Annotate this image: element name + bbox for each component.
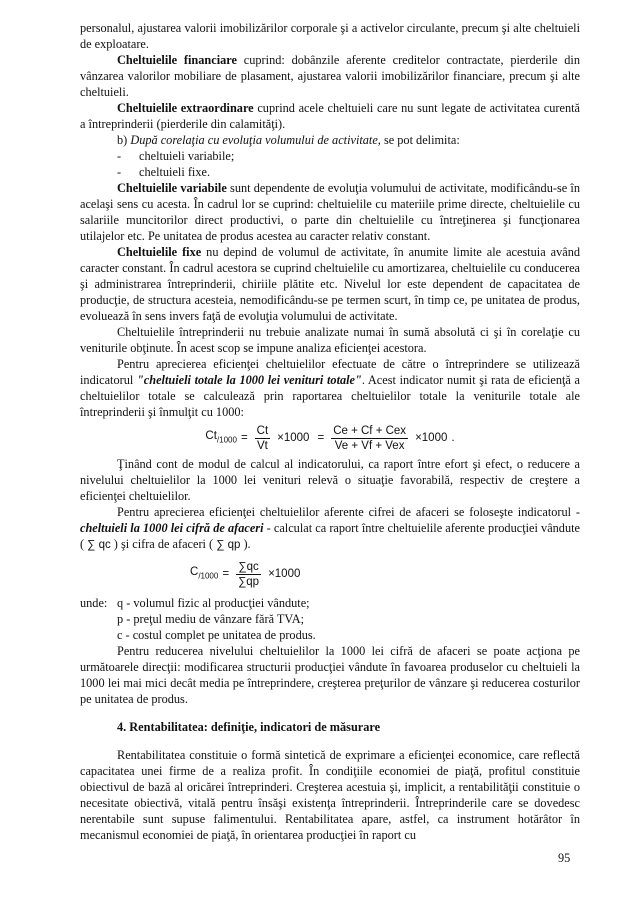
equals: = <box>317 432 325 444</box>
text: cuprind acele cheltuieli care nu sunt legate de activitatea curentă a întreprinderii (pierderile din calamităţi). <box>80 101 580 131</box>
subscript: /1000 <box>216 435 237 445</box>
paragraph: Rentabilitatea constituie o formă sintetică de exprimare a eficienţei economice, care reflectă capacitatea unei firme de a realiza profit. În condiţiile economiei de piaţă, profitul constituie obiectivul de bază al oricărei întreprinderi. Creşterea acestuia şi, implicit, a rentabilităţii constituie o necesitate obiectivă, vitală pentru însăşi existenţa întreprinderii. Întreprinderile care se dovedesc nerentabile sunt supuse falimentului. Rentabilitatea apare, astfel, ca instrument hotărâtor în mecanismul economiei de piaţă, în orientarea producţiei în raport cu <box>80 748 580 842</box>
fraction <box>236 560 261 589</box>
paragraph: Pentru reducerea nivelului cheltuielilor la 1000 lei cifră de afaceri se poate acţiona pe următoarele direcţii: modificarea structurii producţiei vândute în favoarea produselor cu cheltuieli la 1000 lei mai mici decât media pe întreprindere, creşterea preţurilor de vânzare şi reducerea costurilor pe unitatea de produs. <box>80 644 580 706</box>
indicator-name: cheltuieli la 1000 lei cifră de afaceri <box>80 521 264 535</box>
legend-item <box>80 595 580 611</box>
term: Cheltuielile extraordinare <box>117 101 254 115</box>
legend-item: p - preţul mediu de vânzare fără TVA; <box>117 612 304 626</box>
paragraph: personalul, ajustarea valorii imobilizărilor corporale şi a activelor circulante, precum şi alte cheltuieli de exploatare. <box>80 21 580 51</box>
list-dash: - <box>117 165 122 179</box>
equals: = <box>222 568 230 580</box>
text: Pentru aprecierea eficienţei cheltuielilor aferente cifrei de afaceri se foloseşte indicatorul - <box>117 505 580 519</box>
list-text: cheltuieli fixe. <box>139 165 211 179</box>
formula-turnover-expenses <box>80 553 580 595</box>
list-text: cheltuieli variabile; <box>139 149 235 163</box>
multiplier: ×1000 <box>277 432 310 444</box>
formula-lhs <box>190 564 218 584</box>
term: Cheltuielile financiare <box>117 53 237 67</box>
paragraph <box>80 52 580 100</box>
heading-text: 4. Rentabilitatea: definiţie, indicatori de măsurare <box>117 720 381 734</box>
multiplier: ×1000 <box>268 568 301 580</box>
paragraph: Ţinând cont de modul de calcul al indicatorului, ca raport între efort şi efect, o reducere a nivelului cheltuielilor la 1000 lei venituri relevă o situaţie favorabilă, respectiv de creştere a eficienţei cheltuielilor. <box>80 457 580 503</box>
list-item <box>80 148 580 164</box>
text: Pentru aprecierea eficienţei cheltuielilor efectuate de către o întreprindere se utilizează indicatorul <box>80 357 580 387</box>
paragraph <box>80 356 580 420</box>
text: ) şi cifra de afaceri ( <box>110 537 217 551</box>
section-heading <box>80 719 580 735</box>
paragraph <box>80 504 580 553</box>
symbol: Ct <box>205 429 217 442</box>
period: . <box>451 432 455 444</box>
numerator: ∑qc <box>238 560 259 573</box>
equals: = <box>240 432 248 444</box>
fraction <box>255 424 271 453</box>
text: . Acest indicator numit şi rata de eficienţă a cheltuielilor totale se calculează prin raportarea cheltuielilor totale la veniturile totale ale întreprinderii şi înmulţit cu 1000: <box>80 373 580 419</box>
page-number: 95 <box>558 851 571 865</box>
indicator-name: "cheltuieli totale la 1000 lei venituri totale" <box>136 373 362 387</box>
numerator: Ce + Cf + Cex <box>333 424 407 437</box>
symbol-sum-qc: ∑ qc <box>87 539 111 551</box>
legend-text: q - volumul fizic al producţiei vândute; <box>117 596 310 610</box>
paragraph <box>80 244 580 324</box>
legend-item: c - costul complet pe unitatea de produs. <box>117 628 316 642</box>
text: - calculat ca raport între cheltuielile aferente producţiei vândute ( <box>80 521 580 551</box>
multiplier: ×1000 <box>415 432 448 444</box>
term: Cheltuielile variabile <box>117 181 227 195</box>
text: cuprind: dobânzile aferente creditelor contractate, pierderile din vânzarea valorilor mobiliare de plasament, ajustarea valorii imobilizărilor financiare, precum şi alte cheltuieli. <box>80 53 580 99</box>
formula-total-expenses <box>80 420 580 456</box>
denominator: ∑qp <box>238 575 260 588</box>
subscript: /1000 <box>198 571 219 581</box>
list-item <box>80 164 580 180</box>
document-page <box>80 20 580 843</box>
list-dash: - <box>117 149 122 163</box>
paragraph <box>80 180 580 244</box>
symbol: C <box>190 565 199 578</box>
text: se pot delimita: <box>380 133 460 147</box>
term: Cheltuielile fixe <box>117 245 202 259</box>
denominator: Vt <box>256 439 268 452</box>
text: b) <box>117 133 131 147</box>
legend-label: unde: <box>80 596 108 610</box>
symbol-sum-qp: ∑ qp <box>216 539 241 551</box>
paragraph <box>80 132 580 148</box>
paragraph: Cheltuielile întreprinderii nu trebuie analizate numai în sumă absolută ci şi în corelaţie cu veniturile obţinute. În acest scop se impune analiza eficienţei acestora. <box>80 325 580 355</box>
text: sunt dependente de evoluţia volumului de activitate, modificându-se în acelaşi sens cu acesta. În cadrul lor se cuprind: cheltuielile cu materiile prime directe, cheltuielile cu salariile muncitorilor direct productivi, o parte din cheltuielile cu întreţinerea şi funcţionarea utilajelor etc. Pe unitatea de produs acestea au caracter relativ constant. <box>80 181 580 243</box>
formula-lhs <box>205 428 237 448</box>
text: nu depind de volumul de activitate, în anumite limite ale acestuia având caracter constant. În cadrul acestora se cuprind cheltuielile cu amortizarea, cheltuielile cu conducerea şi administrarea întreprinderii, chiriile plătite etc. Nivelul lor este dependent de capacitatea de producţie, de structura acesteia, nemodificându-se pe termen scurt, în timp ce, pe unitatea de produs, evoluează în sens invers faţă de evoluţia volumului de activitate. <box>80 245 581 323</box>
text: ). <box>240 537 251 551</box>
numerator: Ct <box>256 424 269 437</box>
italic-text: După corelaţia cu evoluţia volumului de activitate, <box>130 133 381 147</box>
paragraph <box>80 100 580 132</box>
fraction <box>331 424 408 453</box>
denominator: Ve + Vf + Vex <box>334 439 405 452</box>
